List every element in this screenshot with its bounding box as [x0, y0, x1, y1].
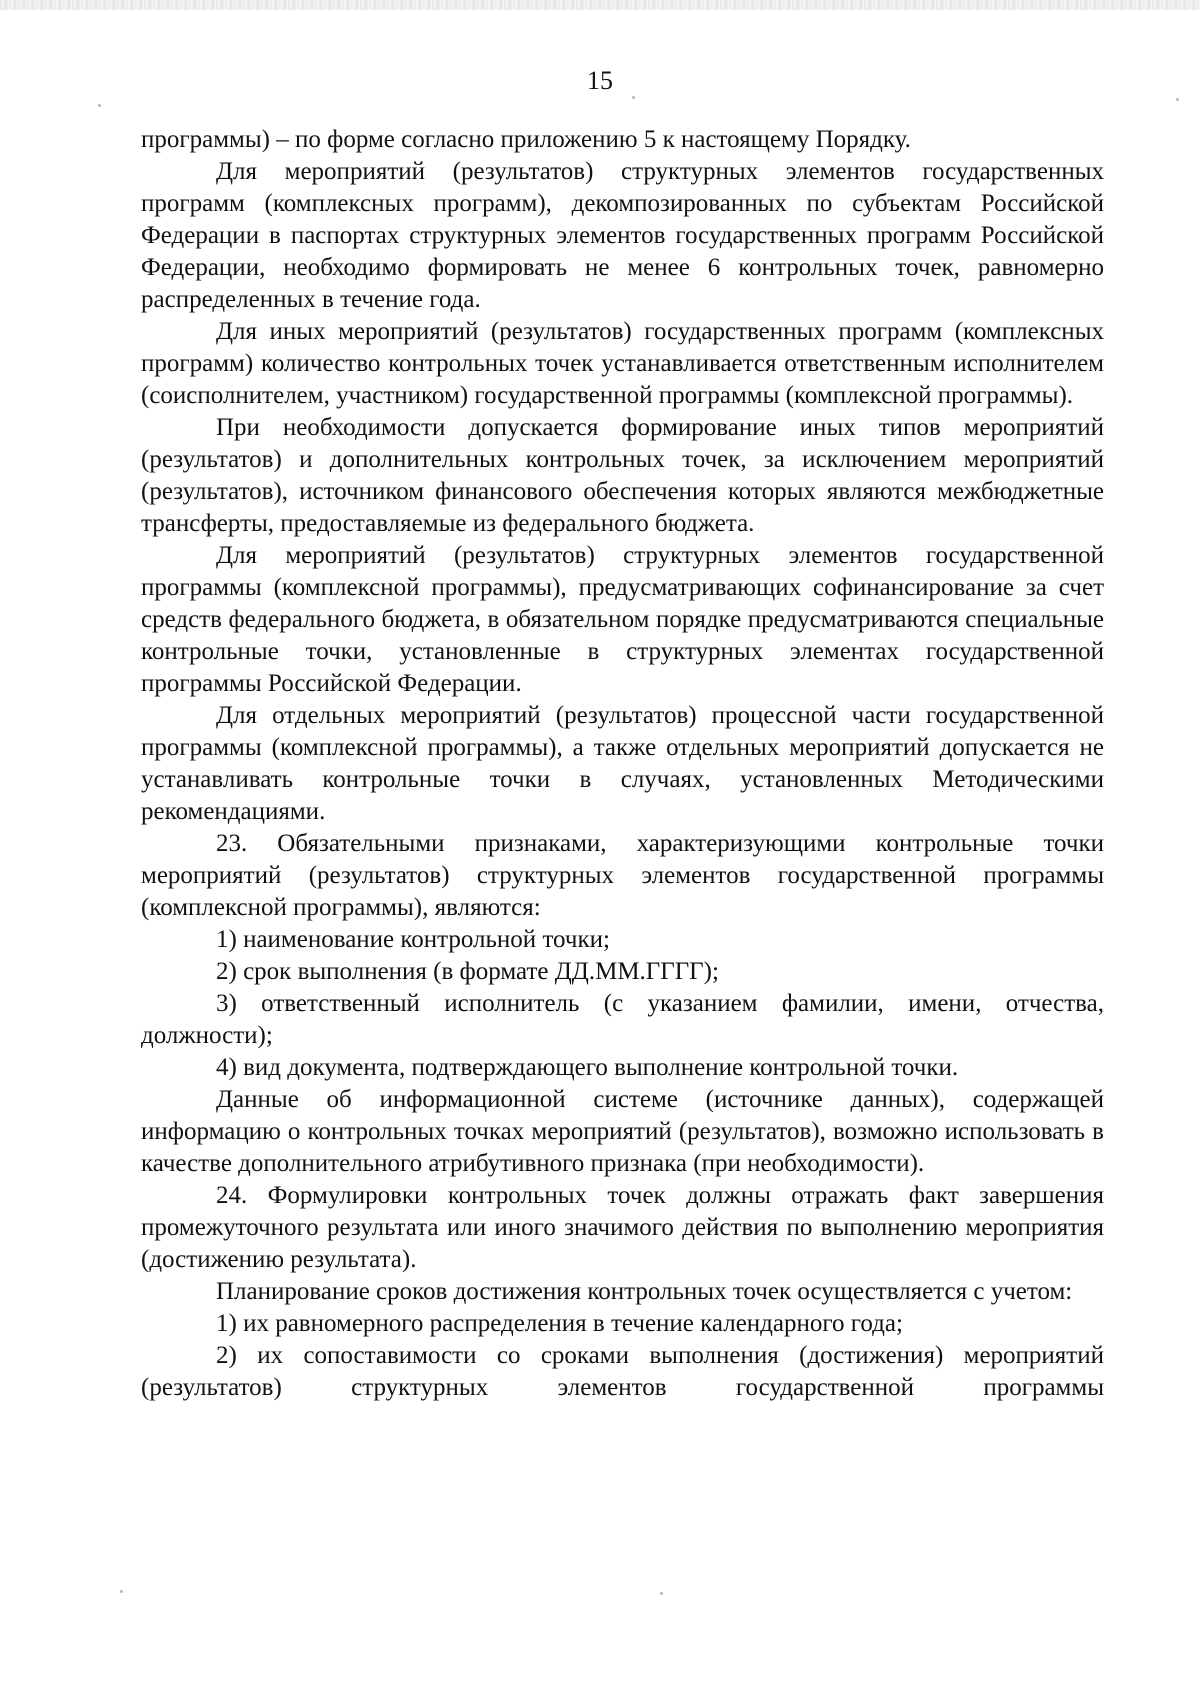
scan-speck [120, 1590, 123, 1593]
scan-edge-artifact [0, 0, 1200, 10]
paragraph: Данные об информационной системе (источнике данных), содержащей информацию о контрольных точках мероприятий (результатов), возможно использовать в качестве дополнительного атрибутивного признака (при необходимости). [141, 1086, 1104, 1177]
section-23-intro: 23. Обязательными признаками, характеризующими контрольные точки мероприятий (результатов) структурных элементов государственной программы (комплексной программы), являются: [141, 830, 1104, 921]
paragraph-continuation: программы) – по форме согласно приложению 5 к настоящему Порядку. [141, 126, 911, 153]
list-item: 1) их равномерного распределения в течение календарного года; [216, 1310, 903, 1337]
list-item: 2) их сопоставимости со сроками выполнения (достижения) мероприятий (результатов) структурных элементов государственной программы [141, 1342, 1104, 1401]
paragraph: Для мероприятий (результатов) структурных элементов государственной программы (комплексной программы), предусматривающих софинансирование за счет средств федерального бюджета, в обязательном порядке предусматриваются специальные контрольные точки, установленные в структурных элементах государственной программы Российской Федерации. [141, 542, 1104, 697]
section-24-intro: 24. Формулировки контрольных точек должны отражать факт завершения промежуточного результата или иного значимого действия по выполнению мероприятия (достижению результата). [141, 1182, 1104, 1273]
paragraph: Для иных мероприятий (результатов) государственных программ (комплексных программ) количество контрольных точек устанавливается ответственным исполнителем (соисполнителем, участником) государственной программы (комплексной программы). [141, 318, 1104, 409]
paragraph: При необходимости допускается формирование иных типов мероприятий (результатов) и дополнительных контрольных точек, за исключением мероприятий (результатов), источником финансового обеспечения которых являются межбюджетные трансферты, предоставляемые из федерального бюджета. [141, 414, 1104, 537]
list-item: 3) ответственный исполнитель (с указанием фамилии, имени, отчества, должности); [141, 990, 1104, 1049]
paragraph: Планирование сроков достижения контрольных точек осуществляется с учетом: [216, 1278, 1073, 1305]
page-number: 15 [587, 66, 613, 95]
list-item: 1) наименование контрольной точки; [216, 926, 610, 953]
scan-speck [632, 96, 635, 99]
scan-speck [1176, 98, 1179, 101]
scan-speck [660, 1592, 663, 1595]
paragraph: Для отдельных мероприятий (результатов) процессной части государственной программы (комплексной программы), а также отдельных мероприятий допускается не устанавливать контрольные точки в случаях, установленных Методическими рекомендациями. [141, 702, 1104, 825]
scan-speck [98, 104, 101, 107]
list-item: 4) вид документа, подтверждающего выполнение контрольной точки. [216, 1054, 959, 1081]
paragraph: Для мероприятий (результатов) структурных элементов государственных программ (комплексных программ), декомпозированных по субъектам Российской Федерации в паспортах структурных элементов государственных программ Российской Федерации, необходимо формировать не менее 6 контрольных точек, равномерно распределенных в течение года. [141, 158, 1104, 313]
document-body [141, 124, 1104, 1404]
list-item: 2) срок выполнения (в формате ДД.ММ.ГГГГ); [216, 958, 719, 985]
